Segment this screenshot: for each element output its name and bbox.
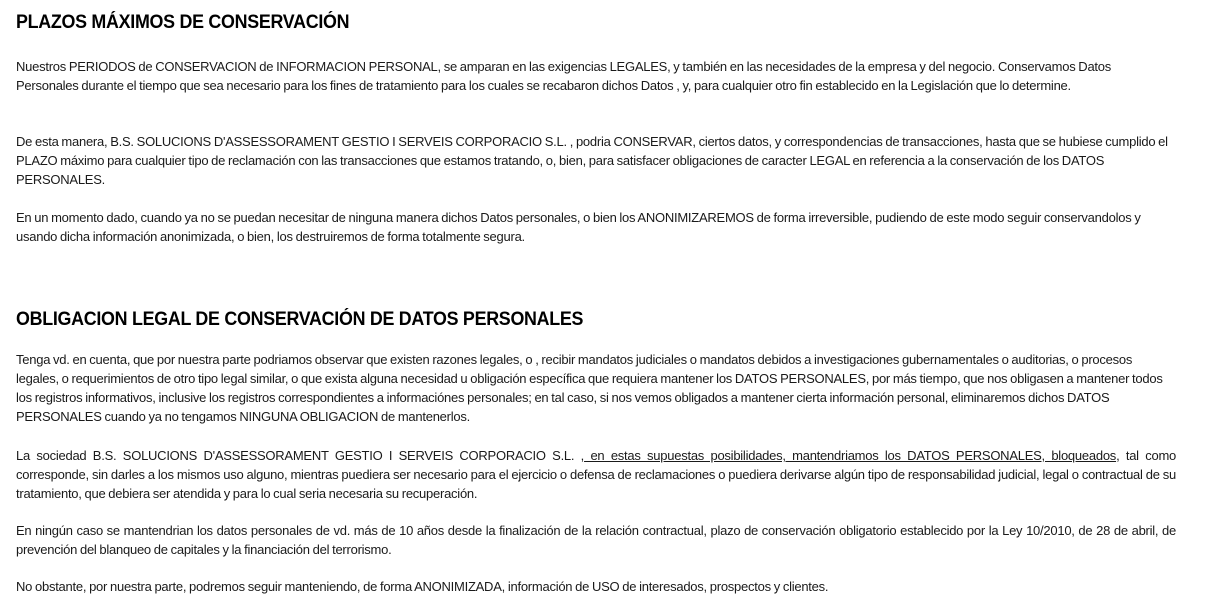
paragraph-sociedad-bloqueo: [16, 446, 1176, 503]
section-title-obligacion: OBLIGACION LEGAL DE CONSERVACIÓN DE DATOS PERSONALES: [16, 309, 584, 330]
paragraph-text: En ningún caso se mantendrian los datos personales de vd. más de 10 años desde la finalización de la relación contractual, plazo de conservación obligatorio establecido por la Ley 10/2010, de 28 de abril, de prevención del blanqueo de capitales y la financiación del terrorismo.: [16, 523, 1176, 557]
paragraph-periodos: [16, 57, 1176, 95]
paragraph-segment: La sociedad B.S. SOLUCIONS D'ASSESSORAMENT GESTIO I SERVEIS CORPORACIO S.L. ,: [16, 448, 585, 463]
paragraph-text: De esta manera, B.S. SOLUCIONS D'ASSESSORAMENT GESTIO I SERVEIS CORPORACIO S.L. , podria CONSERVAR, ciertos datos, y correspondencias de transacciones, hasta que se hubiese cumplido el PLAZO máximo para cualquier tipo de reclamación con las transacciones que estamos tratando, o, bien, para satisfacer obligaciones de caracter LEGAL en referencia a la conservación de los DATOS PERSONALES.: [16, 134, 1168, 187]
underlined-segment: en estas supuestas posibilidades, mantendriamos los DATOS PERSONALES, bloqueados: [584, 448, 1117, 463]
paragraph-text: [16, 446, 1176, 503]
paragraph-text: No obstante, por nuestra parte, podremos seguir manteniendo, de forma ANONIMIZADA, información de USO de interesados, prospectos y clientes.: [16, 579, 829, 594]
paragraph-text: Nuestros PERIODOS de CONSERVACION de INFORMACION PERSONAL, se amparan en las exigencias LEGALES, y también en las necesidades de la empresa y del negocio. Conservamos Datos Personales durante el tiempo que sea necesario para los fines de tratamiento para los cuales se recabaron dichos Datos , y, para cualquier otro fin establecido en la Legislación que lo determine.: [16, 59, 1112, 93]
paragraph-text: En un momento dado, cuando ya no se puedan necesitar de ninguna manera dichos Datos personales, o bien los ANONIMIZAREMOS de forma irreversible, pudiendo de este modo seguir conservandolos y usando dicha información anonimizada, o bien, los destruiremos de forma totalmente segura.: [16, 210, 1141, 244]
paragraph-plazo-10-anos: [16, 521, 1176, 559]
paragraph-anonimizar: [16, 208, 1176, 246]
paragraph-text: Tenga vd. en cuenta, que por nuestra parte podriamos observar que existen razones legales, o , recibir mandatos judiciales o mandatos debidos a investigaciones gubernamentales o auditorias, o procesos legales, o requerimientos de otro tipo legal similar, o que exista alguna necesidad u obligación específica que requiera mantener los DATOS PERSONALES, por más tiempo, que nos obligasen a mantener todos los registros informativos, inclusive los registros correspondientes a informaciónes personales; en tal caso, si nos vemos obligados a mantener cierta información personal, eliminaremos dichos DATOS PERSONALES cuando ya no tengamos NINGUNA OBLIGACION de mantenerlos.: [16, 352, 1163, 424]
paragraph-segment: , tal como corresponde, sin darles a los mismos uso alguno, mientras puediera ser necesario para el ejercicio o defensa de reclamaciones o puediera derivarse algún tipo de responsabilidad judicial, legal o contractual de su tratamiento, que debiera ser atendida y para lo cual seria necesaria su recuperación.: [16, 448, 1177, 501]
paragraph-razones-legales: [16, 350, 1176, 426]
section-title-plazos: PLAZOS MÁXIMOS DE CONSERVACIÓN: [16, 12, 350, 33]
paragraph-conservar: [16, 132, 1176, 189]
paragraph-anonimizada-uso: [16, 577, 1176, 596]
